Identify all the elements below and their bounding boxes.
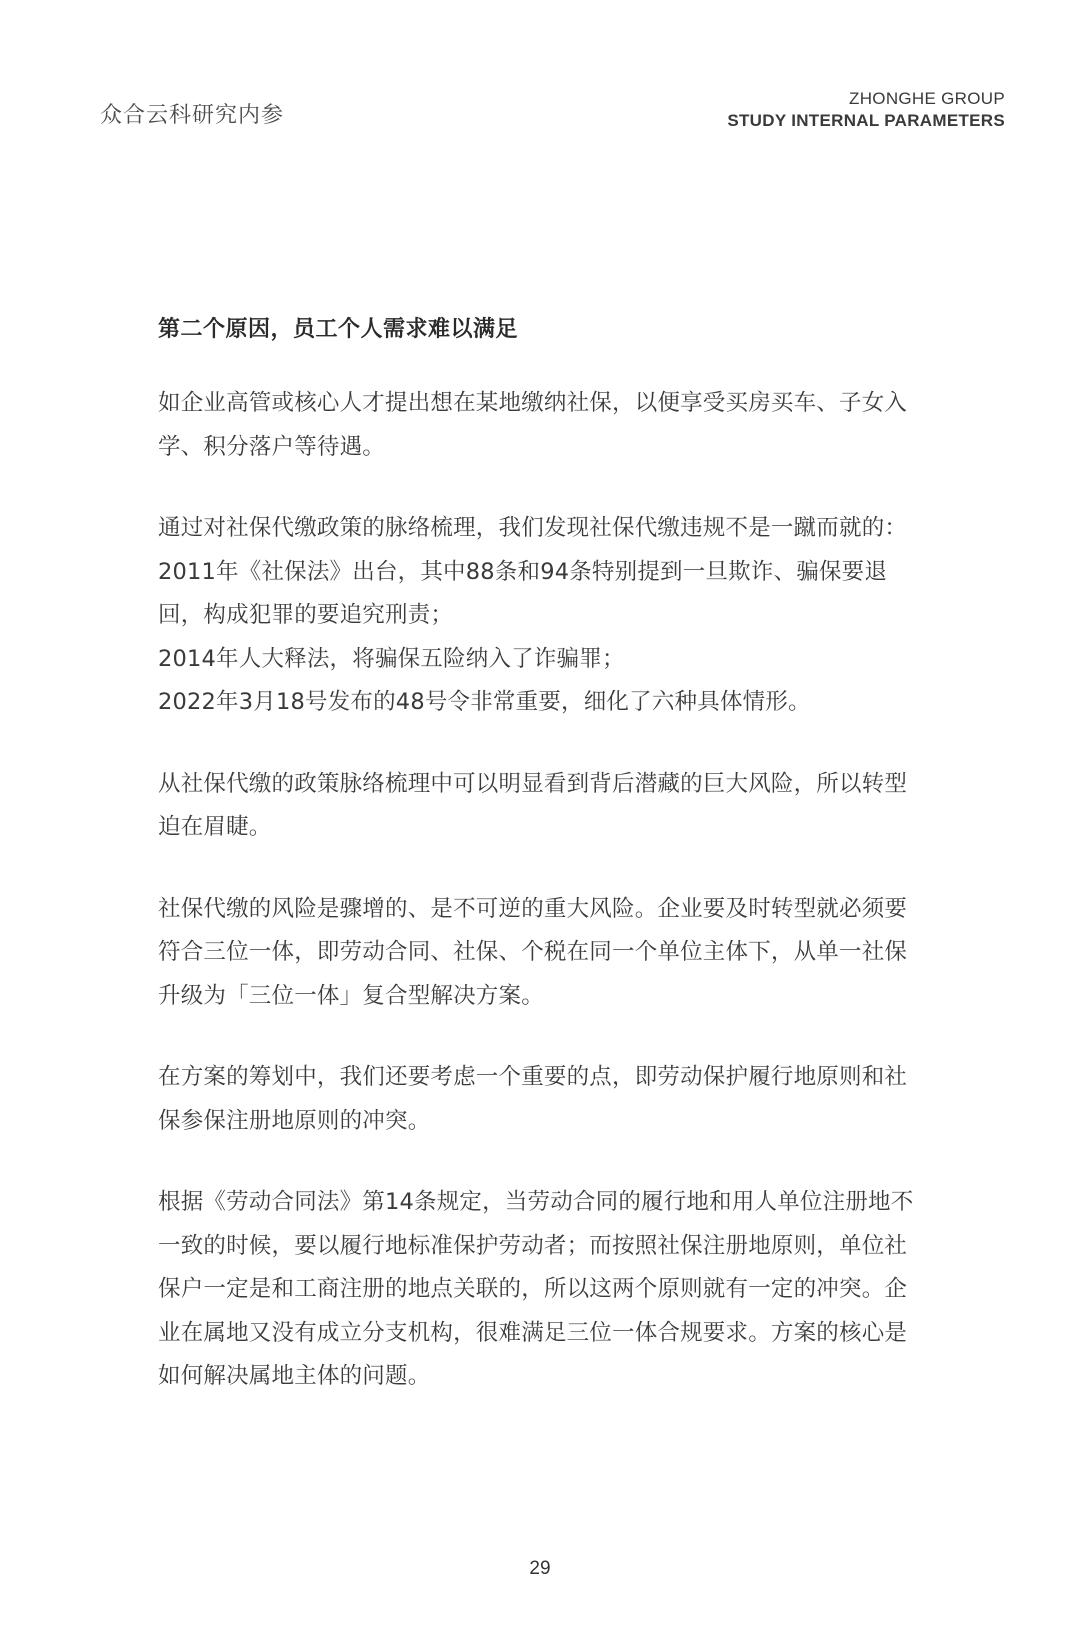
paragraph-line: 2011年《社保法》出台，其中88条和94条特别提到一旦欺诈、骗保要退 (158, 558, 888, 585)
paragraph-line: 通过对社保代缴政策的脉络梳理，我们发现社保代缴违规不是一蹴而就的： (158, 515, 908, 541)
paragraph-line: 升级为「三位一体」复合型解决方案。 (158, 982, 544, 1009)
paragraph-3 (158, 763, 953, 850)
paragraph-line: 迫在眉睫。 (158, 814, 272, 840)
article-body (158, 308, 953, 1399)
page-number: 29 (529, 1558, 551, 1579)
paragraph-line: 业在属地又没有成立分支机构，很难满足三位一体合规要求。方案的核心是 (158, 1319, 908, 1346)
paragraph-line: 如企业高管或核心人才提出想在某地缴纳社保，以便享受买房买车、子女入 (158, 390, 908, 416)
paragraph-line: 从社保代缴的政策脉络梳理中可以明显看到背后潜藏的巨大风险，所以转型 (158, 770, 908, 797)
paragraph-line: 一致的时候，要以履行地标准保护劳动者；而按照社保注册地原则，单位社 (158, 1232, 908, 1259)
section-heading: 第二个原因，员工个人需求难以满足 (158, 317, 519, 342)
brand-subtitle: STUDY INTERNAL PARAMETERS (727, 111, 1005, 130)
paragraph-line: 学、积分落户等待遇。 (158, 433, 386, 460)
publication-title: 众合云科研究内参 (100, 103, 285, 128)
brand-name: ZHONGHE GROUP (849, 89, 1005, 108)
paragraph-5 (158, 1056, 953, 1143)
paragraph-line: 社保代缴的风险是骤增的、是不可逆的重大风险。企业要及时转型就必须要 (158, 895, 908, 922)
paragraph-line: 如何解决属地主体的问题。 (158, 1363, 431, 1389)
paragraph-line: 2022年3月18号发布的48号令非常重要，细化了六种具体情形。 (158, 689, 811, 715)
header-brand (727, 88, 1005, 132)
paragraph-line: 2014年人大释法，将骗保五险纳入了诈骗罪； (158, 645, 625, 672)
paragraph-1 (158, 382, 953, 469)
paragraph-line: 符合三位一体，即劳动合同、社保、个税在同一个单位主体下，从单一社保 (158, 939, 908, 965)
paragraph-6 (158, 1181, 953, 1399)
paragraph-4 (158, 888, 953, 1019)
paragraph-line: 回，构成犯罪的要追究刑责； (158, 602, 454, 628)
paragraph-line: 根据《劳动合同法》第14条规定，当劳动合同的履行地和用人单位注册地不 (158, 1189, 914, 1215)
paragraph-2 (158, 507, 953, 725)
paragraph-line: 保参保注册地原则的冲突。 (158, 1107, 431, 1134)
paragraph-line: 保户一定是和工商注册的地点关联的，所以这两个原则就有一定的冲突。企 (158, 1276, 908, 1302)
paragraph-line: 在方案的筹划中，我们还要考虑一个重要的点，即劳动保护履行地原则和社 (158, 1064, 908, 1090)
